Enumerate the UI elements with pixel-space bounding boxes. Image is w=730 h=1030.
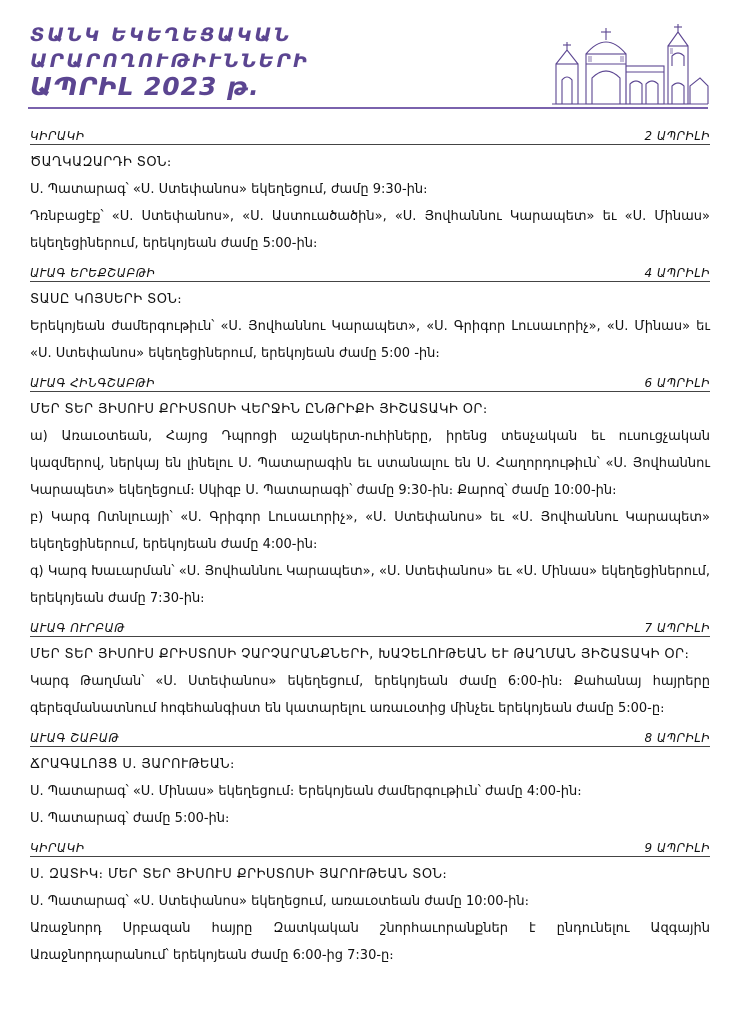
church-icon [552,20,710,108]
schedule-section [30,728,710,838]
header-title-line1: ՏԱՆԿ ԵԿԵՂԵՑԱԿԱՆ [30,24,292,46]
header-title-line2: ԱՐԱՐՈՂՈՒԹԻՒՆՆԵՐԻ [30,50,310,72]
section-paragraph: Ս. Պատարագ՝ «Ս. Ստեփանոս» եկեղեցում, ժամը 9:30-ին։ [30,182,428,197]
section-paragraph: Դռնբացէք՝ «Ս. Ստեփանոս», «Ս. Աստուածածին», «Ս. Յովհաննու Կարապետ» եւ «Ս. Մինաս» եկեղեցիներում, երեկոյեան ժամը 5:00-ին։ [30,209,710,251]
header [0,0,730,112]
section-title: ՄԵՐ ՏԵՐ ՅԻՍՈՒՍ ՔՐԻՍՏՈՍԻ ՎԵՐՋԻՆ ԸՆԹՐԻՔԻ ՅԻՇԱՏԱԿԻ ՕՐ։ [30,402,488,417]
section-day: ԿԻՐԱԿԻ [30,841,85,855]
schedule-section [30,373,710,618]
section-day: ԱՒԱԳ ՀԻՆԳՇԱԲԹԻ [30,376,156,390]
section-date: 6 ԱՊՐԻԼԻ [644,376,710,390]
section-day: ԱՒԱԳ ԵՐԵՔՇԱԲԹԻ [30,266,156,280]
section-paragraph: բ) Կարգ Ոտնլուայի՝ «Ս. Գրիգոր Լուսաւորիչ», «Ս. Ստեփանոս» եւ «Ս. Յովհաննու Կարապետ» եկեղեցիներում, երեկոյեան ժամը 4:00-ին։ [30,510,710,552]
header-divider [28,107,708,109]
section-header [30,263,710,282]
section-header [30,373,710,392]
section-day: ԱՒԱԳ ՈՒՐԲԱԹ [30,621,126,635]
section-header [30,838,710,857]
section-paragraph: Ս. Պատարագ՝ ժամը 5:00-ին։ [30,811,230,826]
section-title: Ս. ԶԱՏԻԿ։ ՄԵՐ ՏԵՐ ՅԻՍՈՒՍ ՔՐԻՍՏՈՍԻ ՅԱՐՈՒԹԵԱՆ ՏՕՆ։ [30,867,448,882]
section-paragraph: ա) Առաւօտեան, Հայոց Դպրոցի աշակերտ-ուհիները, իրենց տեսչական եւ ուսուցչական կազմերով, ներկայ են լինելու Ս. Պատարագին եւ ստանալու են Ս. Հաղորդութիւն՝ «Ս. Յովհաննու Կարապետ» եկեղեցում։ Սկիզբ Ս. Պատարագի՝ ժամը 9:30-ին։ Քարոզ՝ ժամը 10:00-ին։ [30,429,710,498]
section-title: ՄԵՐ ՏԵՐ ՅԻՍՈՒՍ ՔՐԻՍՏՈՍԻ ՉԱՐՉԱՐԱՆՔՆԵՐԻ, ԽԱՉԵԼՈՒԹԵԱՆ ԵՒ ԹԱՂՄԱՆ ՅԻՇԱՏԱԿԻ ՕՐ։ [30,647,690,662]
schedule-section [30,838,710,969]
section-day: ԿԻՐԱԿԻ [30,129,85,143]
section-date: 8 ԱՊՐԻԼԻ [644,731,710,745]
header-month: ԱՊՐԻԼ 2023 թ. [30,72,260,101]
schedule-section [30,126,710,263]
section-title: ՏԱՍԸ ԿՈՅՍԵՐԻ ՏՕՆ։ [30,292,182,307]
section-paragraph: Ս. Պատարագ՝ «Ս. Ստեփանոս» եկեղեցում, առաւօտեան ժամը 10:00-ին։ [30,894,530,909]
section-date: 9 ԱՊՐԻԼԻ [644,841,710,855]
section-paragraph: Երեկոյեան ժամերգութիւն՝ «Ս. Յովհաննու Կարապետ», «Ս. Գրիգոր Լուսաւորիչ», «Ս. Մինաս» եւ «Ս. Ստեփանոս» եկեղեցիներում, երեկոյեան ժամը 5:00 -ին։ [30,319,710,361]
section-title: ՃՐԱԳԱԼՈՅՑ Ս. ՅԱՐՈՒԹԵԱՆ։ [30,757,235,772]
section-paragraph: Ս. Պատարագ՝ «Ս. Մինաս» եկեղեցում։ Երեկոյեան ժամերգութիւն՝ ժամը 4:00-ին։ [30,784,582,799]
section-date: 7 ԱՊՐԻԼԻ [644,621,710,635]
section-title: ԾԱՂԿԱԶԱՐԴԻ ՏՕՆ։ [30,155,172,170]
section-paragraph: գ) Կարգ Խաւարման՝ «Ս. Յովհաննու Կարապետ», «Ս. Ստեփանոս» եւ «Ս. Մինաս» եկեղեցիներում, երեկոյեան ժամը 7:30-ին։ [30,564,710,606]
section-paragraph: Կարգ Թաղման՝ «Ս. Ստեփանոս» եկեղեցում, երեկոյեան ժամը 6:00-ին։ Քահանայ հայրերը գերեզմանատնում հոգեհանգիստ են կատարելու առաւօտից մինչեւ երեկոյեան ժամը 5:00-ը։ [30,674,710,716]
section-date: 2 ԱՊՐԻԼԻ [644,129,710,143]
schedule-content [30,126,710,969]
section-header [30,728,710,747]
section-paragraph: Առաջնորդ Սրբազան հայրը Զատկական շնորհաւորանքներ է ընդունելու Ազգային Առաջնորդարանում՝ երեկոյեան ժամը 6:00-ից 7:30-ը։ [30,921,710,963]
section-header [30,618,710,637]
schedule-section [30,263,710,373]
section-day: ԱՒԱԳ ՇԱԲԱԹ [30,731,120,745]
section-header [30,126,710,145]
section-date: 4 ԱՊՐԻԼԻ [644,266,710,280]
schedule-section [30,618,710,728]
